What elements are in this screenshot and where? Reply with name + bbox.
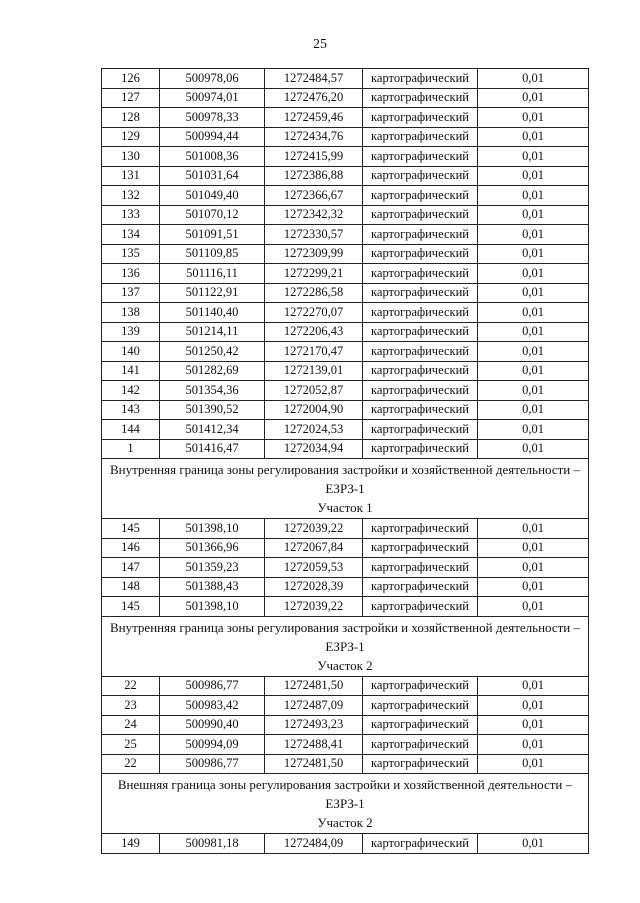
y-coordinate-cell: 1272034,94 — [265, 439, 363, 459]
y-coordinate-cell: 1272415,99 — [265, 147, 363, 167]
method-cell: картографический — [363, 754, 478, 774]
table-row — [102, 439, 589, 459]
y-coordinate-cell: 1272028,39 — [265, 577, 363, 597]
x-coordinate-cell: 501412,34 — [160, 420, 265, 440]
section-header-line: Внутренняя граница зоны регулирования застройки и хозяйственной деятельности – — [109, 619, 581, 635]
y-coordinate-cell: 1272459,46 — [265, 108, 363, 128]
method-cell: картографический — [363, 715, 478, 735]
table-row — [102, 127, 589, 147]
point-number-cell: 149 — [102, 834, 160, 854]
x-coordinate-cell: 500986,77 — [160, 754, 265, 774]
accuracy-cell: 0,01 — [478, 834, 589, 854]
y-coordinate-cell: 1272286,58 — [265, 283, 363, 303]
x-coordinate-cell: 501122,91 — [160, 283, 265, 303]
accuracy-cell: 0,01 — [478, 147, 589, 167]
accuracy-cell: 0,01 — [478, 166, 589, 186]
point-number-cell: 22 — [102, 754, 160, 774]
section-header — [102, 616, 589, 676]
y-coordinate-cell: 1272476,20 — [265, 88, 363, 108]
accuracy-cell: 0,01 — [478, 597, 589, 617]
method-cell: картографический — [363, 283, 478, 303]
accuracy-cell: 0,01 — [478, 715, 589, 735]
y-coordinate-cell: 1272386,88 — [265, 166, 363, 186]
table-row — [102, 166, 589, 186]
x-coordinate-cell: 501354,36 — [160, 381, 265, 401]
point-number-cell: 139 — [102, 322, 160, 342]
point-number-cell: 138 — [102, 303, 160, 323]
x-coordinate-cell: 500994,44 — [160, 127, 265, 147]
method-cell: картографический — [363, 88, 478, 108]
method-cell: картографический — [363, 166, 478, 186]
accuracy-cell: 0,01 — [478, 420, 589, 440]
table-row — [102, 186, 589, 206]
y-coordinate-cell: 1272330,57 — [265, 225, 363, 245]
method-cell: картографический — [363, 834, 478, 854]
x-coordinate-cell: 501214,11 — [160, 322, 265, 342]
point-number-cell: 148 — [102, 577, 160, 597]
table-row — [102, 264, 589, 284]
point-number-cell: 136 — [102, 264, 160, 284]
section-header-row — [102, 616, 589, 676]
x-coordinate-cell: 501140,40 — [160, 303, 265, 323]
table-row — [102, 342, 589, 362]
table-row — [102, 735, 589, 755]
x-coordinate-cell: 501031,64 — [160, 166, 265, 186]
point-number-cell: 131 — [102, 166, 160, 186]
section-header — [102, 459, 589, 519]
method-cell: картографический — [363, 439, 478, 459]
x-coordinate-cell: 501416,47 — [160, 439, 265, 459]
accuracy-cell: 0,01 — [478, 264, 589, 284]
table-row — [102, 676, 589, 696]
y-coordinate-cell: 1272493,23 — [265, 715, 363, 735]
accuracy-cell: 0,01 — [478, 519, 589, 539]
x-coordinate-cell: 501116,11 — [160, 264, 265, 284]
table-row — [102, 88, 589, 108]
table-row — [102, 147, 589, 167]
y-coordinate-cell: 1272139,01 — [265, 361, 363, 381]
x-coordinate-cell: 501366,96 — [160, 538, 265, 558]
table-row — [102, 538, 589, 558]
x-coordinate-cell: 501359,23 — [160, 558, 265, 578]
y-coordinate-cell: 1272052,87 — [265, 381, 363, 401]
accuracy-cell: 0,01 — [478, 558, 589, 578]
y-coordinate-cell: 1272309,99 — [265, 244, 363, 264]
y-coordinate-cell: 1272487,09 — [265, 696, 363, 716]
x-coordinate-cell: 501398,10 — [160, 597, 265, 617]
accuracy-cell: 0,01 — [478, 577, 589, 597]
point-number-cell: 24 — [102, 715, 160, 735]
y-coordinate-cell: 1272270,07 — [265, 303, 363, 323]
method-cell: картографический — [363, 420, 478, 440]
method-cell: картографический — [363, 381, 478, 401]
table-row — [102, 69, 589, 89]
section-header-line: Участок 2 — [317, 657, 373, 673]
point-number-cell: 126 — [102, 69, 160, 89]
table-row — [102, 303, 589, 323]
table-row — [102, 322, 589, 342]
section-header-line: Участок 1 — [317, 500, 373, 515]
accuracy-cell: 0,01 — [478, 322, 589, 342]
method-cell: картографический — [363, 225, 478, 245]
method-cell: картографический — [363, 342, 478, 362]
table-row — [102, 597, 589, 617]
accuracy-cell: 0,01 — [478, 342, 589, 362]
point-number-cell: 147 — [102, 558, 160, 578]
method-cell: картографический — [363, 735, 478, 755]
point-number-cell: 146 — [102, 538, 160, 558]
x-coordinate-cell: 500994,09 — [160, 735, 265, 755]
point-number-cell: 141 — [102, 361, 160, 381]
point-number-cell: 25 — [102, 735, 160, 755]
table-row — [102, 420, 589, 440]
y-coordinate-cell: 1272366,67 — [265, 186, 363, 206]
method-cell: картографический — [363, 400, 478, 420]
point-number-cell: 23 — [102, 696, 160, 716]
x-coordinate-cell: 501390,52 — [160, 400, 265, 420]
method-cell: картографический — [363, 597, 478, 617]
method-cell: картографический — [363, 519, 478, 539]
section-header-line: Внешняя граница зоны регулирования застройки и хозяйственной деятельности – — [117, 777, 573, 792]
accuracy-cell: 0,01 — [478, 69, 589, 89]
y-coordinate-cell: 1272342,32 — [265, 205, 363, 225]
method-cell: картографический — [363, 577, 478, 597]
table-row — [102, 283, 589, 303]
point-number-cell: 143 — [102, 400, 160, 420]
x-coordinate-cell: 501398,10 — [160, 519, 265, 539]
accuracy-cell: 0,01 — [478, 108, 589, 128]
accuracy-cell: 0,01 — [478, 186, 589, 206]
method-cell: картографический — [363, 147, 478, 167]
accuracy-cell: 0,01 — [478, 244, 589, 264]
accuracy-cell: 0,01 — [478, 735, 589, 755]
y-coordinate-cell: 1272488,41 — [265, 735, 363, 755]
point-number-cell: 22 — [102, 676, 160, 696]
accuracy-cell: 0,01 — [478, 283, 589, 303]
section-header — [102, 774, 589, 834]
method-cell: картографический — [363, 69, 478, 89]
x-coordinate-cell: 501049,40 — [160, 186, 265, 206]
point-number-cell: 145 — [102, 597, 160, 617]
method-cell: картографический — [363, 322, 478, 342]
method-cell: картографический — [363, 186, 478, 206]
accuracy-cell: 0,01 — [478, 439, 589, 459]
table-row — [102, 225, 589, 245]
table-row — [102, 108, 589, 128]
section-header-line: Внутренняя граница зоны регулирования застройки и хозяйственной деятельности – — [109, 462, 581, 477]
method-cell: картографический — [363, 676, 478, 696]
x-coordinate-cell: 501109,85 — [160, 244, 265, 264]
x-coordinate-cell: 500990,40 — [160, 715, 265, 735]
table-row — [102, 715, 589, 735]
method-cell: картографический — [363, 264, 478, 284]
accuracy-cell: 0,01 — [478, 361, 589, 381]
x-coordinate-cell: 500974,01 — [160, 88, 265, 108]
table-row — [102, 205, 589, 225]
accuracy-cell: 0,01 — [478, 225, 589, 245]
y-coordinate-cell: 1272484,09 — [265, 834, 363, 854]
x-coordinate-cell: 500978,06 — [160, 69, 265, 89]
section-header-row — [102, 459, 589, 519]
table-row — [102, 558, 589, 578]
method-cell: картографический — [363, 361, 478, 381]
point-number-cell: 128 — [102, 108, 160, 128]
section-header-row — [102, 774, 589, 834]
accuracy-cell: 0,01 — [478, 127, 589, 147]
point-number-cell: 129 — [102, 127, 160, 147]
method-cell: картографический — [363, 127, 478, 147]
point-number-cell: 132 — [102, 186, 160, 206]
y-coordinate-cell: 1272481,50 — [265, 754, 363, 774]
point-number-cell: 133 — [102, 205, 160, 225]
y-coordinate-cell: 1272434,76 — [265, 127, 363, 147]
table-row — [102, 834, 589, 854]
y-coordinate-cell: 1272206,43 — [265, 322, 363, 342]
page-number: 25 — [313, 37, 327, 52]
section-header-line: ЕЗРЗ-1 — [325, 638, 365, 654]
y-coordinate-cell: 1272299,21 — [265, 264, 363, 284]
coordinates-table-body — [102, 69, 589, 854]
y-coordinate-cell: 1272059,53 — [265, 558, 363, 578]
point-number-cell: 142 — [102, 381, 160, 401]
table-row — [102, 400, 589, 420]
point-number-cell: 140 — [102, 342, 160, 362]
accuracy-cell: 0,01 — [478, 538, 589, 558]
y-coordinate-cell: 1272039,22 — [265, 519, 363, 539]
table-row — [102, 696, 589, 716]
method-cell: картографический — [363, 205, 478, 225]
point-number-cell: 135 — [102, 244, 160, 264]
table-row — [102, 381, 589, 401]
point-number-cell: 130 — [102, 147, 160, 167]
point-number-cell: 1 — [102, 439, 160, 459]
method-cell: картографический — [363, 538, 478, 558]
method-cell: картографический — [363, 696, 478, 716]
accuracy-cell: 0,01 — [478, 676, 589, 696]
x-coordinate-cell: 501388,43 — [160, 577, 265, 597]
accuracy-cell: 0,01 — [478, 88, 589, 108]
x-coordinate-cell: 500981,18 — [160, 834, 265, 854]
section-header-line: Участок 2 — [317, 815, 373, 830]
point-number-cell: 127 — [102, 88, 160, 108]
point-number-cell: 145 — [102, 519, 160, 539]
accuracy-cell: 0,01 — [478, 696, 589, 716]
accuracy-cell: 0,01 — [478, 381, 589, 401]
y-coordinate-cell: 1272481,50 — [265, 676, 363, 696]
accuracy-cell: 0,01 — [478, 205, 589, 225]
table-row — [102, 244, 589, 264]
y-coordinate-cell: 1272039,22 — [265, 597, 363, 617]
table-row — [102, 361, 589, 381]
x-coordinate-cell: 501091,51 — [160, 225, 265, 245]
accuracy-cell: 0,01 — [478, 303, 589, 323]
y-coordinate-cell: 1272004,90 — [265, 400, 363, 420]
table-row — [102, 754, 589, 774]
x-coordinate-cell: 501070,12 — [160, 205, 265, 225]
x-coordinate-cell: 501282,69 — [160, 361, 265, 381]
accuracy-cell: 0,01 — [478, 754, 589, 774]
point-number-cell: 144 — [102, 420, 160, 440]
y-coordinate-cell: 1272484,57 — [265, 69, 363, 89]
x-coordinate-cell: 500978,33 — [160, 108, 265, 128]
accuracy-cell: 0,01 — [478, 400, 589, 420]
table-row — [102, 577, 589, 597]
section-header-line: ЕЗРЗ-1 — [325, 481, 365, 496]
section-header-line: ЕЗРЗ-1 — [325, 796, 365, 811]
y-coordinate-cell: 1272170,47 — [265, 342, 363, 362]
method-cell: картографический — [363, 303, 478, 323]
point-number-cell: 134 — [102, 225, 160, 245]
coordinates-table — [101, 68, 589, 854]
method-cell: картографический — [363, 244, 478, 264]
method-cell: картографический — [363, 558, 478, 578]
y-coordinate-cell: 1272024,53 — [265, 420, 363, 440]
y-coordinate-cell: 1272067,84 — [265, 538, 363, 558]
point-number-cell: 137 — [102, 283, 160, 303]
x-coordinate-cell: 501008,36 — [160, 147, 265, 167]
x-coordinate-cell: 500986,77 — [160, 676, 265, 696]
x-coordinate-cell: 500983,42 — [160, 696, 265, 716]
table-row — [102, 519, 589, 539]
x-coordinate-cell: 501250,42 — [160, 342, 265, 362]
method-cell: картографический — [363, 108, 478, 128]
